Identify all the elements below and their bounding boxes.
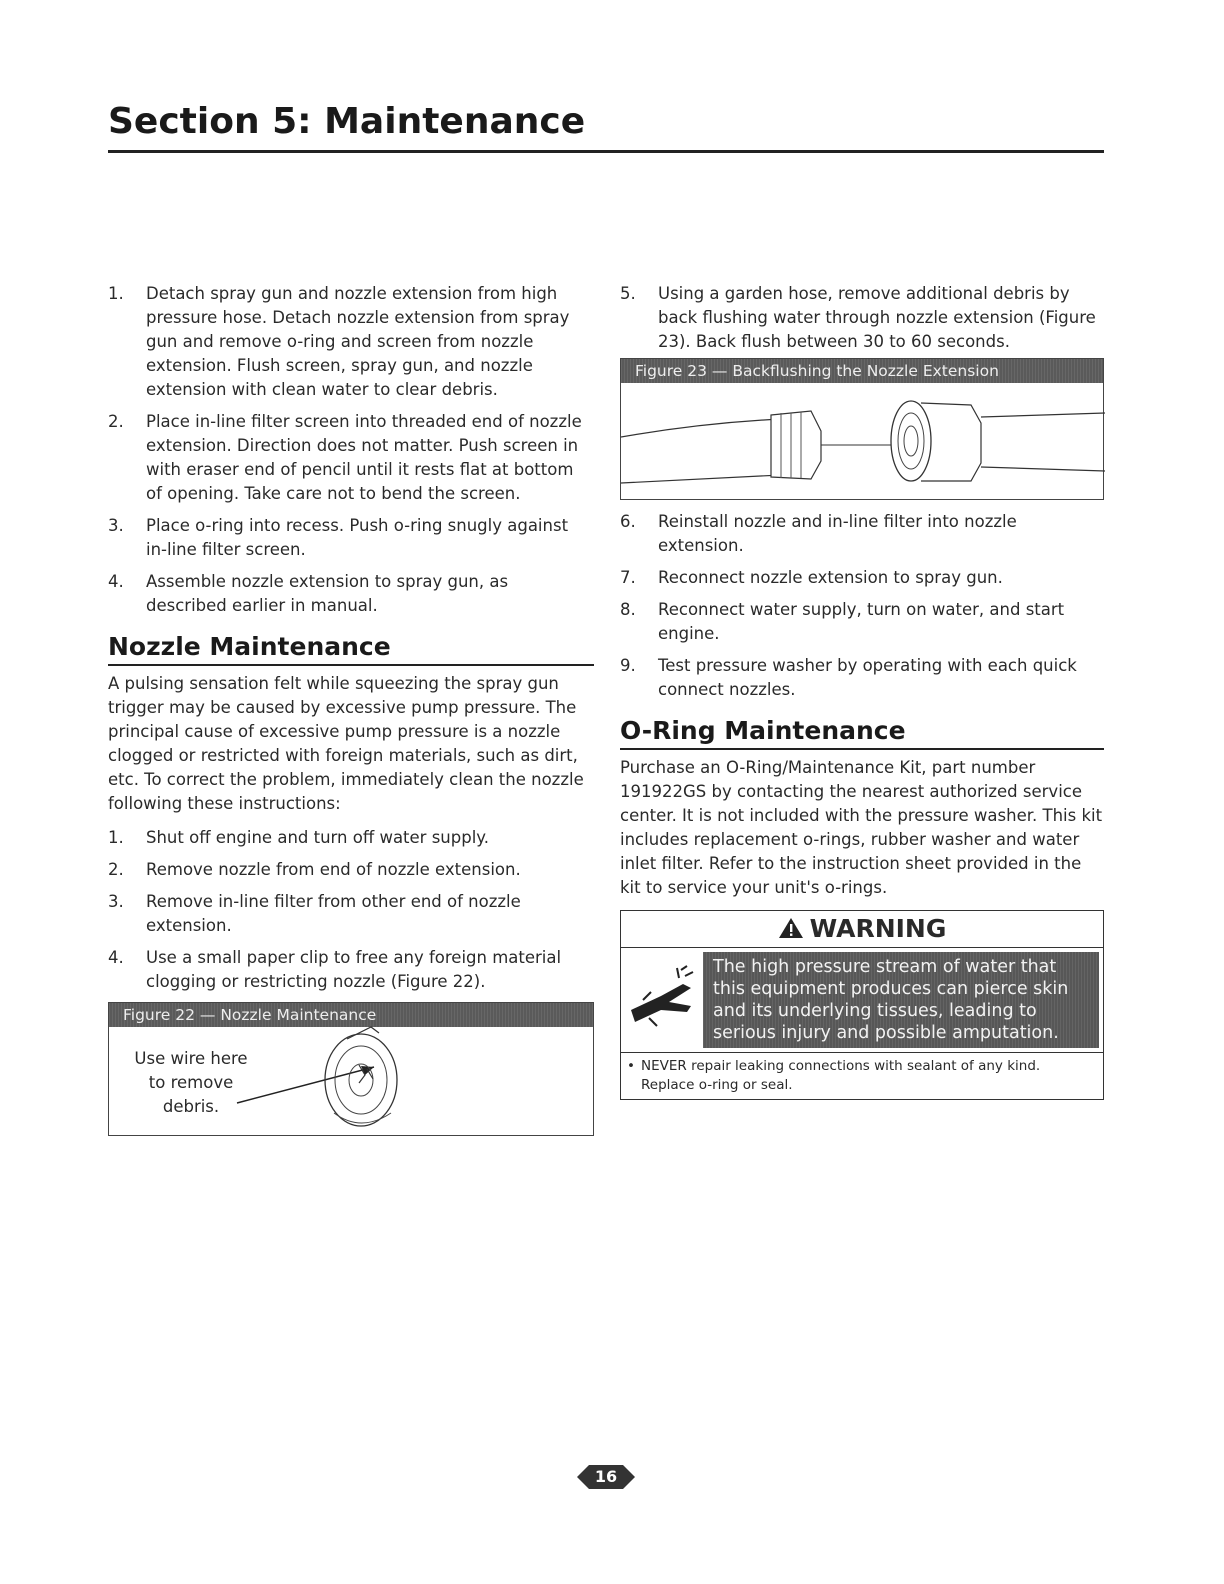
step-text: Reinstall nozzle and in-line filter into nozzle extension. <box>658 512 1017 555</box>
step-number: 5. <box>620 284 636 303</box>
oring-text: Purchase an O-Ring/Maintenance Kit, part number 191922GS by contacting the nearest authorized service center. It is not included with the pressure washer. This kit includes replacement o-rings, rubber washer and water inlet filter. Refer to the instruction sheet provided in the kit to service your unit's o-rings. <box>620 758 1103 897</box>
figure-note-line: Use wire here <box>134 1049 248 1068</box>
list-item <box>620 282 1104 354</box>
step-number: 7. <box>620 568 636 587</box>
step-number: 2. <box>108 860 124 879</box>
step-number: 1. <box>108 284 124 303</box>
list-item <box>108 570 594 618</box>
warning-header <box>621 911 1103 948</box>
steps-list <box>620 510 1104 702</box>
bullet-dot: • <box>627 1058 635 1074</box>
list-item <box>108 282 594 402</box>
warning-triangle-icon <box>778 917 804 939</box>
figure-caption: Figure 22 — Nozzle Maintenance <box>109 1003 593 1027</box>
step-number: 8. <box>620 600 636 619</box>
step-number: 4. <box>108 948 124 967</box>
nozzle-intro: A pulsing sensation felt while squeezing the spray gun trigger may be caused by excessive pump pressure. The principal cause of excessive pump pressure is a nozzle clogged or restricted with foreign materials, such as dirt, etc. To correct the problem, immediately clean the nozzle following these instructions: <box>108 674 584 813</box>
step-text: Remove in-line filter from other end of nozzle extension. <box>146 892 521 935</box>
right-column <box>620 282 1104 1100</box>
step-text: Reconnect nozzle extension to spray gun. <box>658 568 1003 587</box>
step-text: Place o-ring into recess. Push o-ring snugly against in-line filter screen. <box>146 516 569 559</box>
warning-body <box>621 948 1103 1053</box>
step-text: Use a small paper clip to free any foreign material clogging or restricting nozzle (Figure 22). <box>146 948 562 991</box>
step-text: Assemble nozzle extension to spray gun, as described earlier in manual. <box>146 572 509 615</box>
warning-bullet <box>621 1053 1103 1099</box>
page-title: Section 5: Maintenance <box>108 100 1104 153</box>
list-item <box>108 946 594 994</box>
nozzle-illustration <box>109 1025 595 1135</box>
list-item <box>108 514 594 562</box>
list-item <box>108 410 594 506</box>
step-number: 9. <box>620 656 636 675</box>
warning-message: The high pressure stream of water that this equipment produces can pierce skin and its underlying tissues, leading to serious injury and possible amputation. <box>703 952 1099 1048</box>
warning-bullet-line: Replace o-ring or seal. <box>641 1077 793 1093</box>
list-item <box>108 858 594 882</box>
page-number-badge <box>577 1463 635 1491</box>
step-text: Remove nozzle from end of nozzle extension. <box>146 860 521 879</box>
nozzle-steps-list <box>108 826 594 994</box>
list-item <box>620 510 1104 558</box>
nozzle-maintenance-heading: Nozzle Maintenance <box>108 632 594 666</box>
skin-injection-hazard-icon <box>621 948 703 1044</box>
list-item <box>620 654 1104 702</box>
figure-23 <box>620 358 1104 500</box>
list-item <box>620 598 1104 646</box>
step-text: Place in-line filter screen into threaded end of nozzle extension. Direction does not matter. Push screen in with eraser end of pencil until it rests flat at bottom of opening. Take care not to bend the screen. <box>146 412 582 503</box>
figure-22 <box>108 1002 594 1136</box>
oring-maintenance-heading: O-Ring Maintenance <box>620 716 1104 750</box>
figure-note-line: debris. <box>162 1097 220 1116</box>
warning-box <box>620 910 1104 1100</box>
steps-list <box>620 282 1104 354</box>
step-number: 6. <box>620 512 636 531</box>
step-number: 3. <box>108 892 124 911</box>
step-number: 1. <box>108 828 124 847</box>
step-number: 3. <box>108 516 124 535</box>
list-item <box>620 566 1104 590</box>
step-text: Detach spray gun and nozzle extension from high pressure hose. Detach nozzle extension from spray gun and remove o-ring and screen from nozzle extension. Flush screen, spray gun, and nozzle extension with clean water to clear debris. <box>146 284 570 399</box>
warning-title: WARNING <box>809 914 947 943</box>
step-text: Reconnect water supply, turn on water, and start engine. <box>658 600 1065 643</box>
list-item <box>108 826 594 850</box>
left-column <box>108 282 594 1136</box>
warning-bullet-line: NEVER repair leaking connections with sealant of any kind. <box>641 1058 1041 1074</box>
figure-caption: Figure 23 — Backflushing the Nozzle Extension <box>621 359 1103 383</box>
figure-note-line: to remove <box>148 1073 234 1092</box>
page-number: 16 <box>594 1467 618 1486</box>
step-text: Shut off engine and turn off water supply. <box>146 828 489 847</box>
hose-illustration <box>621 383 1105 499</box>
step-text: Test pressure washer by operating with each quick connect nozzles. <box>658 656 1077 699</box>
step-number: 2. <box>108 412 124 431</box>
list-item <box>108 890 594 938</box>
steps-list <box>108 282 594 618</box>
step-text: Using a garden hose, remove additional debris by back flushing water through nozzle extension (Figure 23). Back flush between 30 to 60 seconds. <box>658 284 1096 351</box>
step-number: 4. <box>108 572 124 591</box>
